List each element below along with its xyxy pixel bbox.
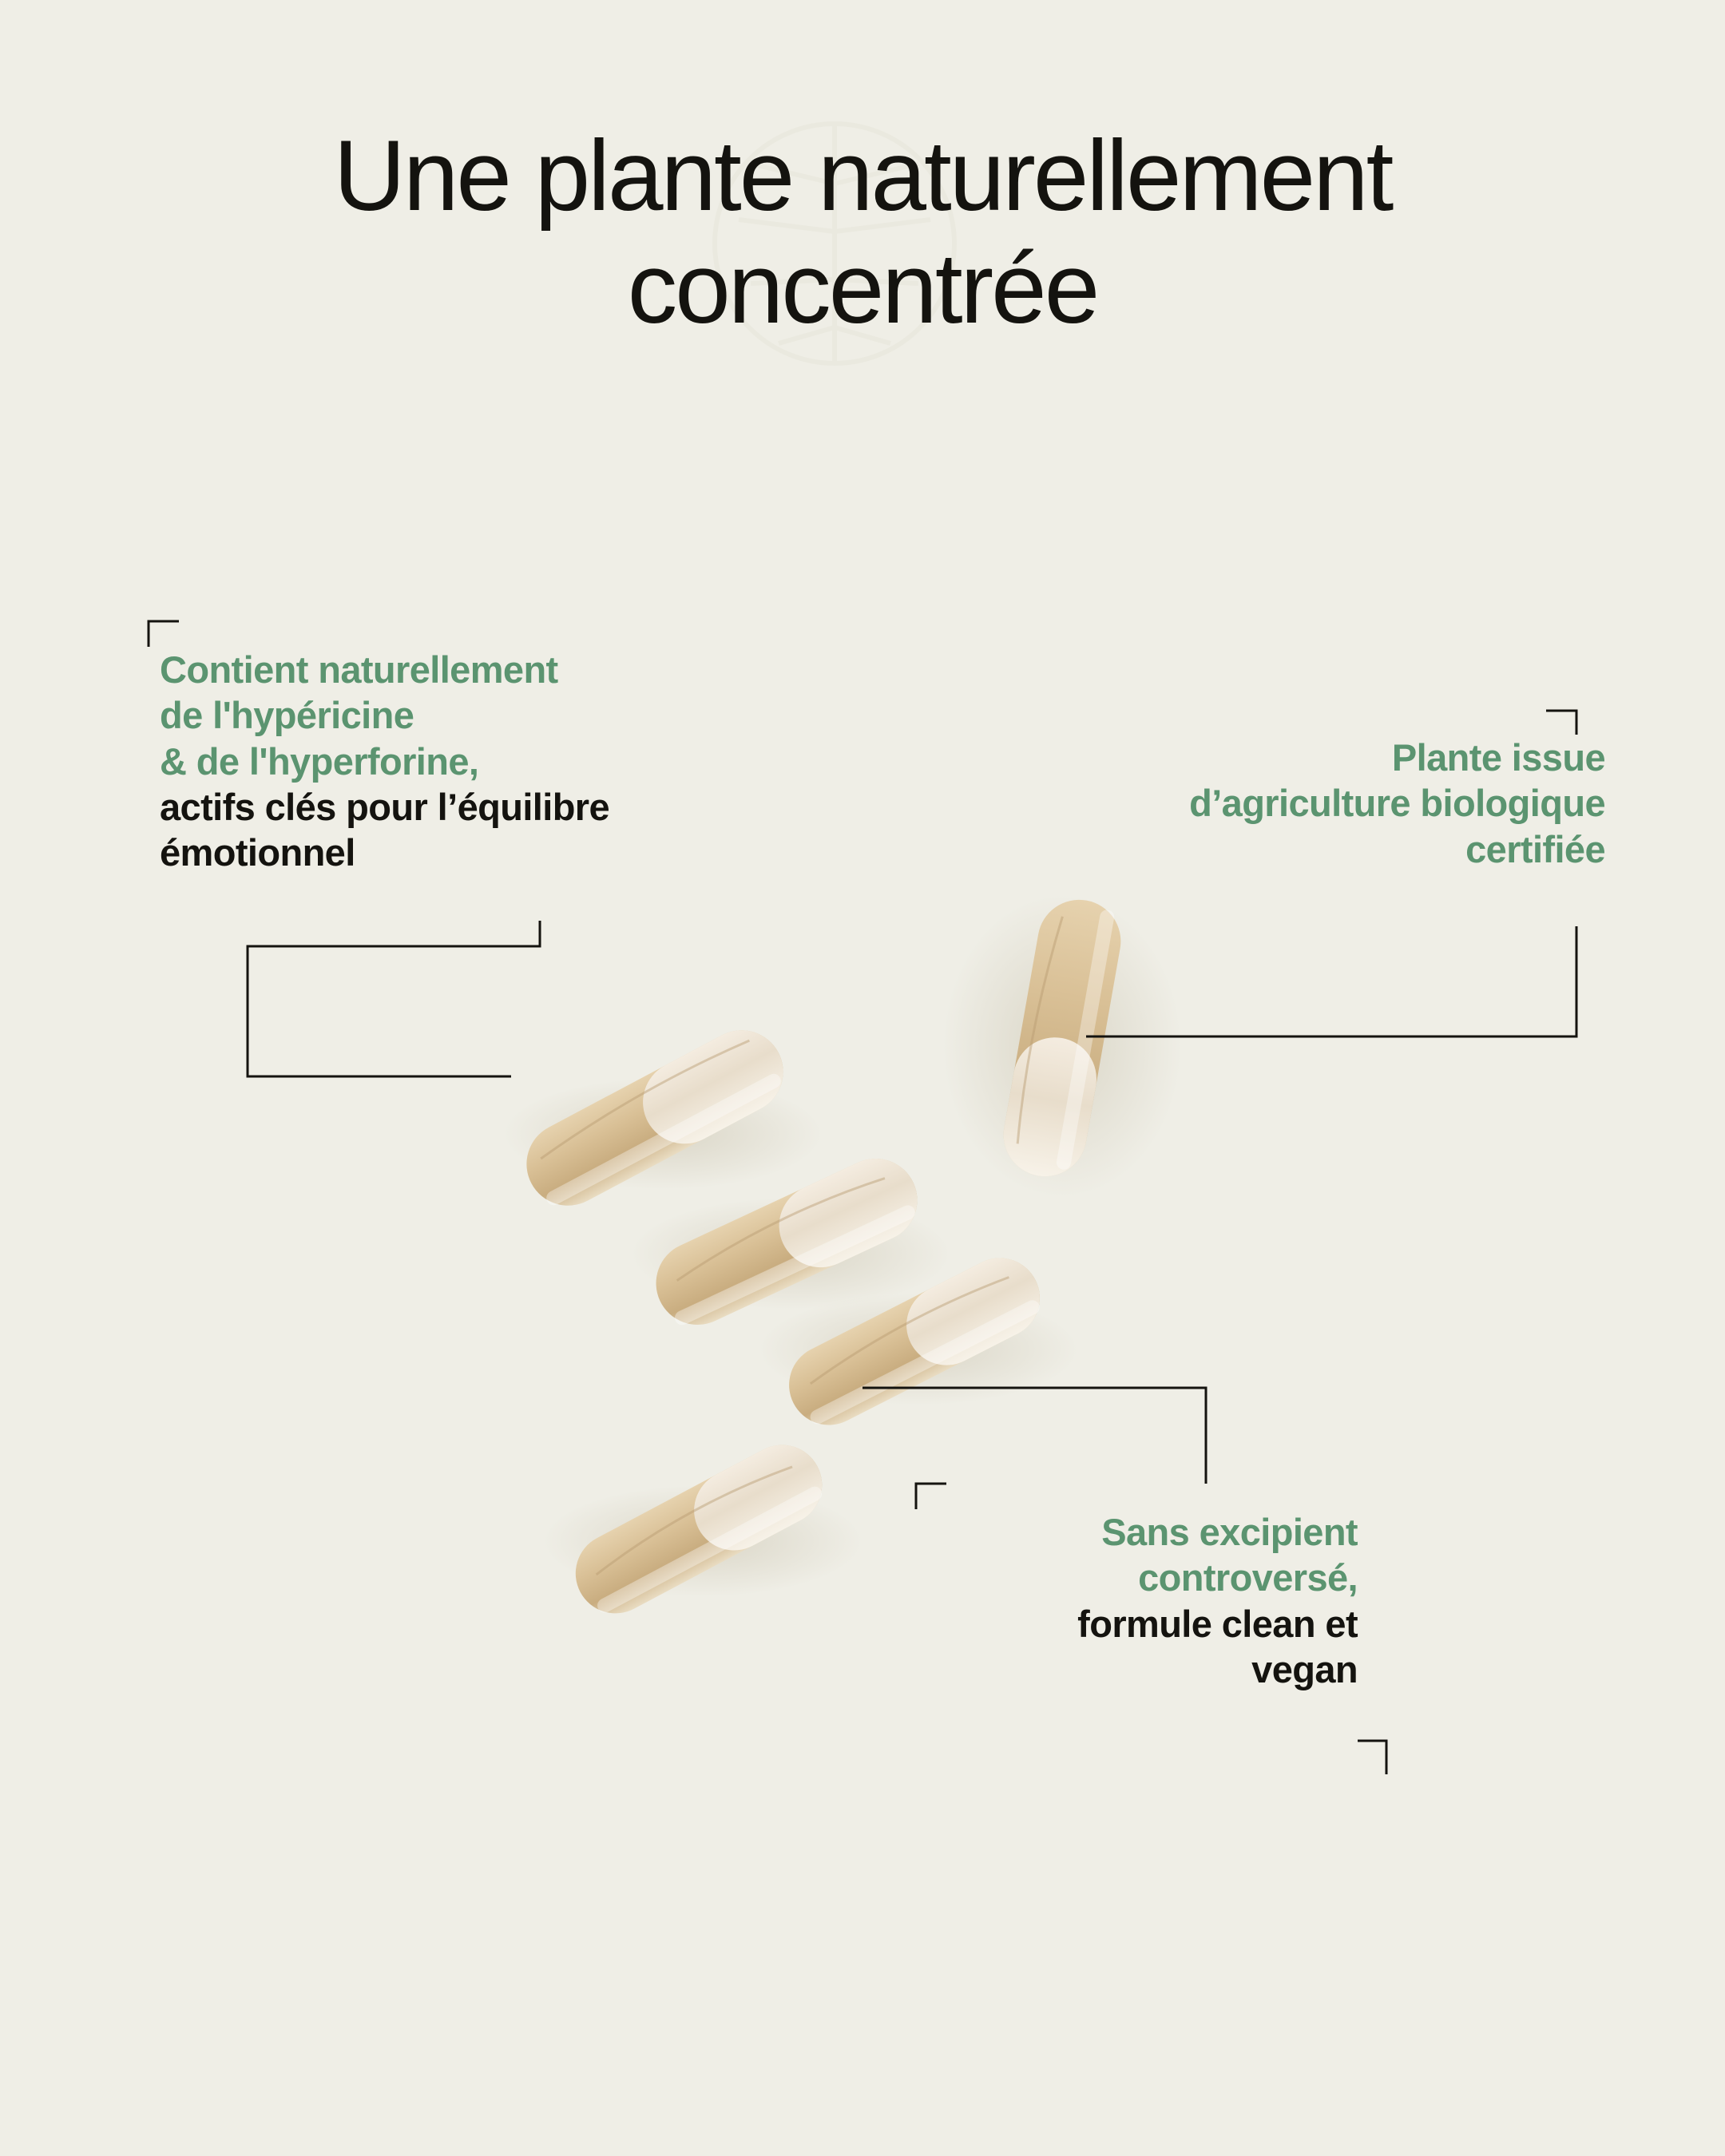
callout-excipient xyxy=(862,1509,1358,1692)
callout-excipient-dark-line-1: formule clean et xyxy=(1077,1602,1358,1645)
callout-hypericine-dark-line-1: actifs clés pour l’équilibre xyxy=(160,785,610,828)
callout-excipient-green-line-1: Sans excipient xyxy=(1101,1511,1358,1553)
bracket-bio-top xyxy=(1546,711,1576,735)
callout-excipient-green-line-2: controversé, xyxy=(1138,1556,1358,1599)
leader-bio xyxy=(1086,926,1576,1036)
bracket-excipient-top xyxy=(916,1484,946,1509)
leader-excipient xyxy=(862,1388,1206,1484)
capsule xyxy=(561,1431,836,1627)
capsule xyxy=(775,1244,1053,1438)
bracket-hypericine-top xyxy=(149,621,179,647)
bracket-excipient-bottom xyxy=(1358,1741,1386,1774)
callout-bio xyxy=(894,735,1605,872)
capsule xyxy=(512,1016,798,1220)
page-title xyxy=(0,120,1725,346)
page-title-line-2: concentrée xyxy=(627,233,1098,345)
page-title-line-1: Une plante naturellement xyxy=(333,121,1392,232)
callout-bio-green-line-3: certifiée xyxy=(1465,827,1605,870)
leader-hypericine xyxy=(248,921,540,1076)
callout-bio-green-line-2: d’agriculture biologique xyxy=(1189,782,1605,825)
callout-hypericine-dark-line-2: émotionnel xyxy=(160,831,355,874)
callout-hypericine-green-line-2: de l'hypéricine xyxy=(160,694,414,737)
callout-excipient-dark-line-2: vegan xyxy=(1251,1647,1358,1690)
callout-bio-green-line-1: Plante issue xyxy=(1391,736,1605,779)
callout-hypericine-green-line-3: & de l'hyperforine, xyxy=(160,739,479,783)
capsule xyxy=(997,894,1127,1183)
capsule xyxy=(642,1145,930,1338)
callout-hypericine xyxy=(160,647,926,876)
callout-hypericine-green-line-1: Contient naturellement xyxy=(160,648,558,691)
